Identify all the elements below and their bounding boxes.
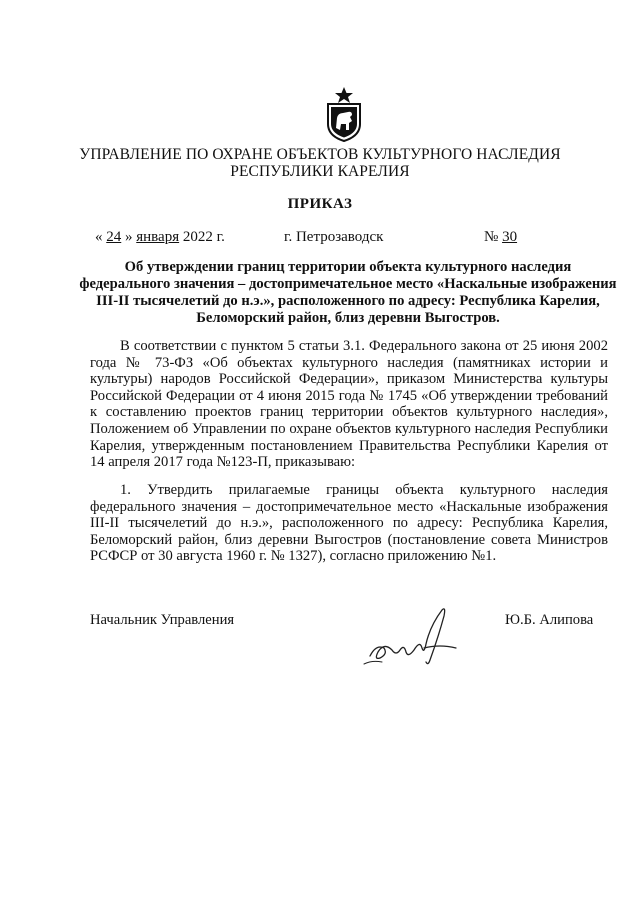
order-item-1: 1. Утвердить прилагаемые границы объекта культурного наследия федерального значения – достопримечательное место «Наскальные изображения III-II тысячелетий до н.э.», расположенного по адресу: Республика Карелия, Беломорский район, близ деревни Выгостров (постановление совета Министров РСФСР от 30 августа 1960 г. № 1327), согласно приложению №1. [90,482,608,565]
date-day: 24 [106,229,122,245]
order-date [95,229,225,246]
document-title: ПРИКАЗ [287,196,353,212]
order-subject: Об утверждении границ территории объекта культурного наследия федерального значения – достопримечательное место «Наскальные изображения III-II тысячелетий до н.э.», расположенного по адресу: Республика Карелия, Беломорский район, близ деревни Выгостров. [79,259,617,326]
signatory-name: Ю.Б. Алипова [505,612,594,628]
date-close-quote: » [125,229,133,245]
number-label: № [484,229,499,245]
order-city: г. Петрозаводск [284,229,384,245]
signatory-position: Начальник Управления [90,612,235,628]
handwritten-signature-icon [362,604,472,674]
organization-line-2: РЕСПУБЛИКИ КАРЕЛИЯ [230,163,410,180]
order-number [484,229,517,246]
organization-line-1: УПРАВЛЕНИЕ ПО ОХРАНЕ ОБЪЕКТОВ КУЛЬТУРНОГО НАСЛЕДИЯ [79,146,561,163]
preamble-paragraph: В соответствии с пунктом 5 статьи 3.1. Федерального закона от 25 июня 2002 года № 73-ФЗ «Об объектах культурного наследия (памятниках истории и культуры) народов Российской Федерации», приказом Министерства культуры Российской Федерации от 4 июня 2015 года № 1745 «Об утверждении требований к составлению проектов границ территории объектов культурного наследия», Положением об Управлении по охране объектов культурного наследия Республики Карелия, утвержденным постановлением Правительства Республики Карелия от 14 апреля 2017 года №123-П, приказываю: [90,338,608,471]
date-open-quote: « [95,229,103,245]
date-month: января [136,229,180,245]
date-year: 2022 г. [182,229,225,245]
karelia-coat-of-arms-icon [325,86,363,142]
organization-name [60,146,580,180]
number-value: 30 [502,229,518,245]
